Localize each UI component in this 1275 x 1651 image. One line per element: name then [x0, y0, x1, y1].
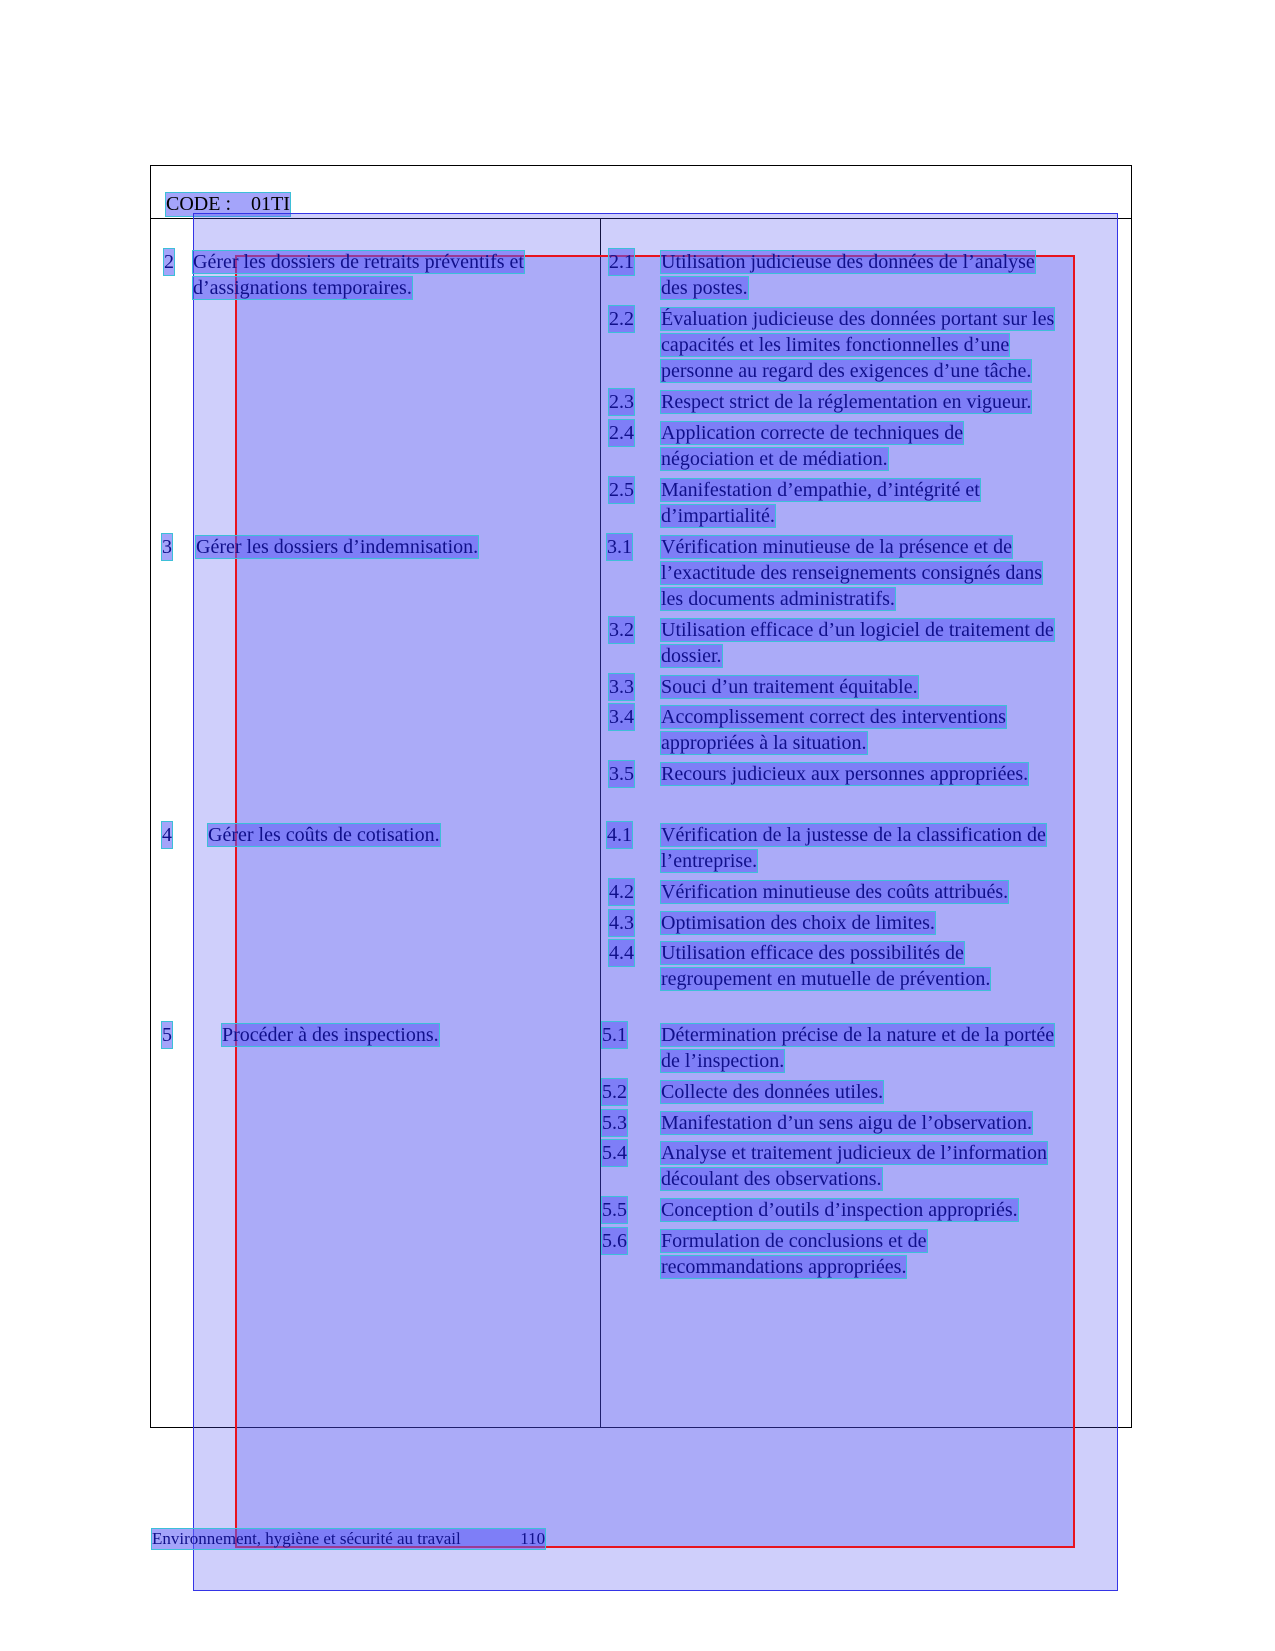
- element-title: [193, 249, 524, 301]
- element-title-line: Gérer les coûts de cotisation.: [208, 824, 440, 846]
- criterion-line: Conception d’outils d’inspection appropriés.: [661, 1199, 1018, 1221]
- criterion-line: des postes.: [661, 277, 748, 299]
- criterion-line: Utilisation efficace des possibilités de: [661, 942, 964, 964]
- criterion-number: 4.2: [609, 881, 634, 903]
- element-title-line: Gérer les dossiers d’indemnisation.: [196, 536, 479, 558]
- criterion-line: dossier.: [661, 645, 722, 667]
- page-footer: Environnement, hygiène et sécurité au travail 110: [152, 1529, 546, 1548]
- criterion-number: 5.6: [602, 1230, 627, 1252]
- criterion-line: appropriées à la situation.: [661, 732, 867, 754]
- criterion-text: [661, 534, 1042, 612]
- criterion-line: Respect strict de la réglementation en vigueur.: [661, 391, 1032, 413]
- element-title-line: Procéder à des inspections.: [222, 1024, 439, 1046]
- criterion-number: 3.3: [609, 676, 634, 698]
- criterion-text: [661, 1110, 1032, 1136]
- criterion-number: 3.4: [609, 706, 634, 728]
- element-number: 3: [162, 536, 172, 558]
- criterion-line: Recours judicieux aux personnes appropriées.: [661, 763, 1029, 785]
- criterion-number: 2.4: [609, 422, 634, 444]
- criterion-text: [661, 1079, 883, 1105]
- criterion-line: capacités et les limites fonctionnelles d’une: [661, 334, 1010, 356]
- criterion-number: 3.5: [609, 763, 634, 785]
- criterion-text: [661, 249, 1035, 301]
- element-number: 4: [162, 824, 172, 846]
- element-title: [222, 1022, 439, 1048]
- criterion-text: [661, 1022, 1054, 1074]
- criterion-number: 2.1: [609, 251, 634, 273]
- criterion-number: 3.2: [609, 619, 634, 641]
- criterion-number: 4.4: [609, 942, 634, 964]
- criterion-text: [661, 1197, 1018, 1223]
- criterion-number: 2.3: [609, 391, 634, 413]
- criterion-text: [661, 879, 1008, 905]
- criterion-line: personne au regard des exigences d’une tâche.: [661, 360, 1032, 382]
- element-number: 2: [164, 251, 174, 273]
- criterion-number: 3.1: [607, 536, 632, 558]
- criterion-line: Collecte des données utiles.: [661, 1081, 884, 1103]
- code-header-row: [151, 166, 1131, 219]
- criterion-text: [661, 1140, 1047, 1192]
- criterion-number: 5.1: [602, 1024, 627, 1046]
- criterion-number: 5.5: [602, 1199, 627, 1221]
- element-title-line: d’assignations temporaires.: [193, 277, 412, 299]
- criterion-line: recommandations appropriées.: [661, 1256, 907, 1278]
- criterion-text: [661, 389, 1031, 415]
- criterion-line: Utilisation judicieuse des données de l’analyse: [661, 251, 1035, 273]
- element-title: [208, 822, 440, 848]
- criterion-line: Vérification minutieuse de la présence et de: [661, 536, 1012, 558]
- criterion-number: 4.3: [609, 912, 634, 934]
- criterion-text: [661, 761, 1028, 787]
- criterion-line: de l’inspection.: [661, 1050, 785, 1072]
- criterion-line: Évaluation judicieuse des données portant sur les: [661, 308, 1055, 330]
- criterion-line: Utilisation efficace d’un logiciel de traitement de: [661, 619, 1054, 641]
- criterion-text: [661, 940, 990, 992]
- code-label: CODE : 01TI: [166, 193, 290, 215]
- criterion-text: [661, 420, 963, 472]
- criterion-line: découlant des observations.: [661, 1168, 882, 1190]
- criterion-line: Détermination précise de la nature et de la portée: [661, 1024, 1055, 1046]
- criterion-number: 5.3: [602, 1112, 627, 1134]
- criterion-line: l’entreprise.: [661, 850, 758, 872]
- criterion-line: les documents administratifs.: [661, 588, 895, 610]
- criterion-line: regroupement en mutuelle de prévention.: [661, 968, 991, 990]
- criterion-line: Manifestation d’empathie, d’intégrité et: [661, 479, 980, 501]
- criterion-text: [661, 617, 1054, 669]
- element-number: 5: [162, 1024, 172, 1046]
- criterion-text: [661, 1228, 927, 1280]
- criterion-line: Formulation de conclusions et de: [661, 1230, 927, 1252]
- criterion-number: 5.4: [602, 1142, 627, 1164]
- criterion-line: Manifestation d’un sens aigu de l’observation.: [661, 1112, 1033, 1134]
- criterion-text: [661, 822, 1046, 874]
- criterion-line: négociation et de médiation.: [661, 448, 888, 470]
- criterion-text: [661, 704, 1006, 756]
- criterion-text: [661, 306, 1054, 384]
- criterion-text: [661, 674, 918, 700]
- criterion-line: Optimisation des choix de limites.: [661, 912, 935, 934]
- element-title: [196, 534, 478, 560]
- criterion-line: Vérification de la justesse de la classification de: [661, 824, 1046, 846]
- criterion-line: d’impartialité.: [661, 505, 775, 527]
- criterion-number: 2.5: [609, 479, 634, 501]
- criterion-text: [661, 477, 980, 529]
- criterion-number: 2.2: [609, 308, 634, 330]
- criterion-line: Accomplissement correct des interventions: [661, 706, 1006, 728]
- criterion-line: Application correcte de techniques de: [661, 422, 964, 444]
- criterion-line: Analyse et traitement judicieux de l’information: [661, 1142, 1047, 1164]
- criterion-line: Souci d’un traitement équitable.: [661, 676, 918, 698]
- criterion-text: [661, 910, 935, 936]
- criterion-number: 5.2: [602, 1081, 627, 1103]
- criterion-line: Vérification minutieuse des coûts attribués.: [661, 881, 1009, 903]
- criterion-line: l’exactitude des renseignements consignés dans: [661, 562, 1042, 584]
- element-title-line: Gérer les dossiers de retraits préventifs et: [193, 251, 524, 273]
- criterion-number: 4.1: [607, 824, 632, 846]
